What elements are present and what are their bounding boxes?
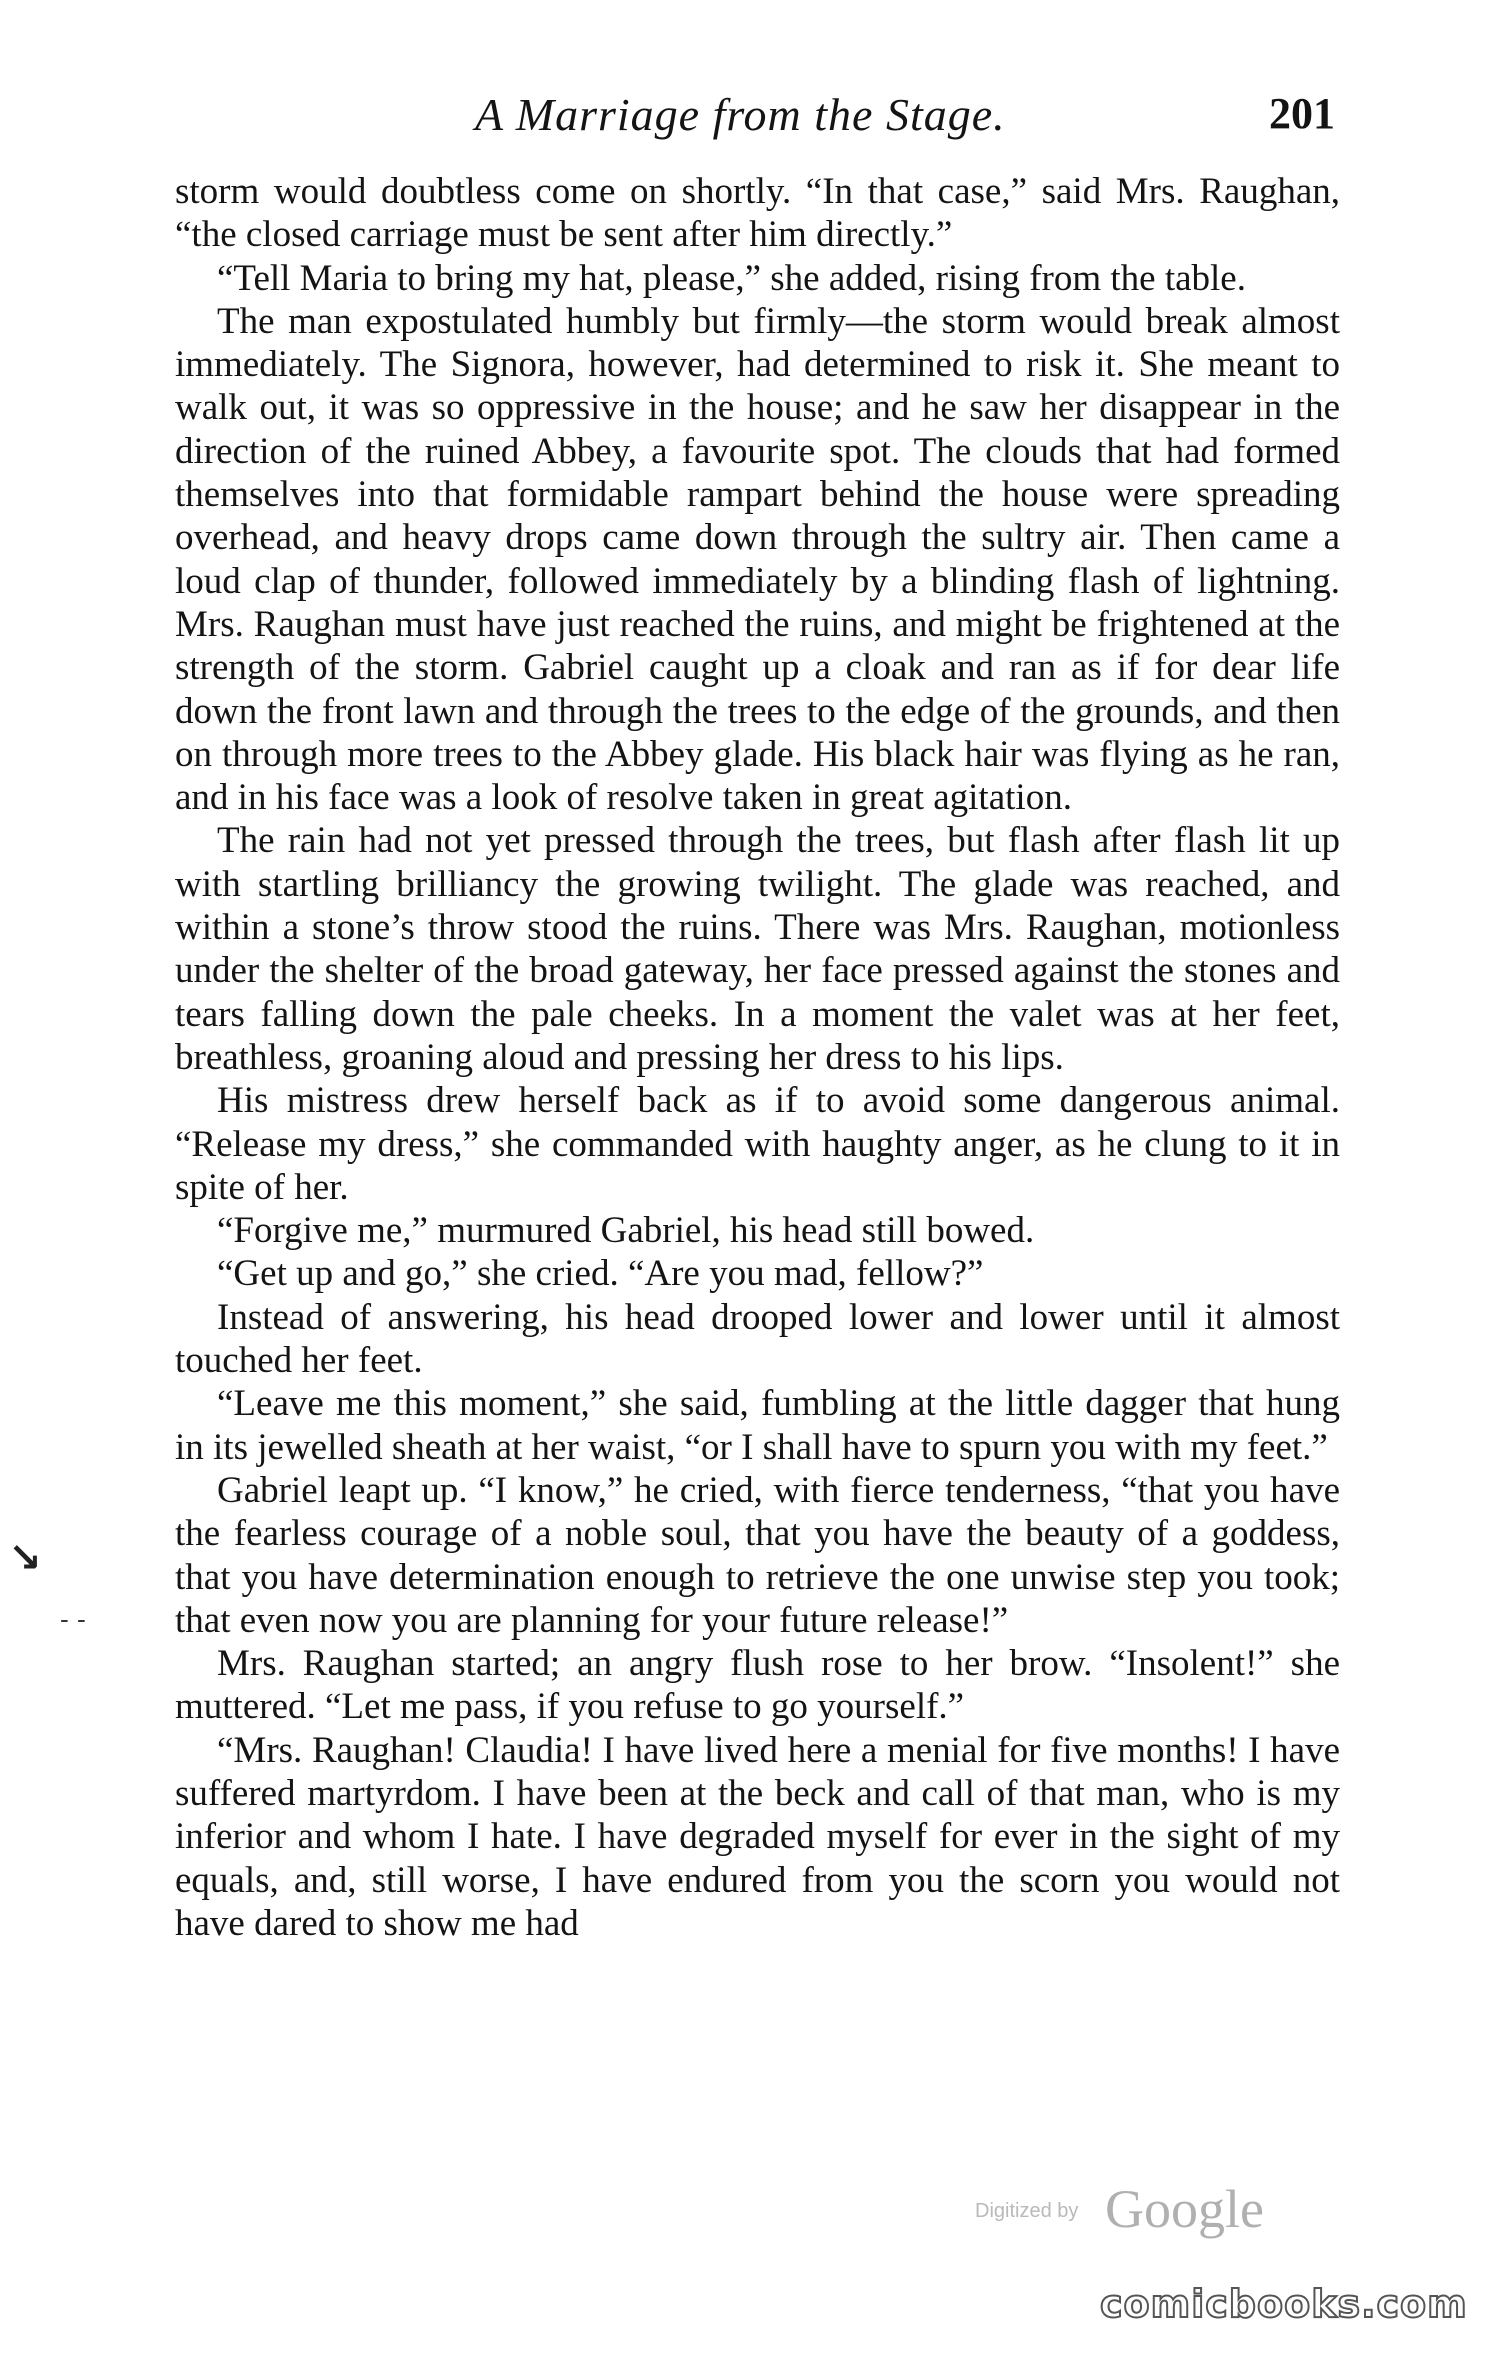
- running-header: [175, 88, 1335, 148]
- paragraph: Instead of answering, his head drooped lower and lower until it almost touched her feet.: [175, 1296, 1340, 1382]
- paragraph: “Get up and go,” she cried. “Are you mad, fellow?”: [217, 1253, 984, 1295]
- paragraph: The man expostulated humbly but firmly—the storm would break almost immediately. The Signora, however, had determined to risk it. She meant to walk out, it was so oppressive in the house; and he saw her disappear in the direction of the ruined Abbey, a favourite spot. The clouds that had formed themselves into that formidable rampart behind the house were spreading overhead, and heavy drops came down through the sultry air. Then came a loud clap of thunder, followed immediately by a blinding flash of lightning. Mrs. Raughan must have just reached the ruins, and might be frightened at the strength of the storm. Gabriel caught up a cloak and ran as if for dear life down the front lawn and through the trees to the edge of the grounds, and then on through more trees to the Abbey glade. His black hair was flying as he ran, and in his face was a look of resolve taken in great agitation.: [175, 300, 1340, 819]
- paragraph: storm would doubtless come on shortly. “In that case,” said Mrs. Raughan, “the closed carriage must be sent after him directly.”: [175, 171, 1340, 256]
- watermark: comicbooks.com: [1100, 2282, 1468, 2326]
- paragraph: “Tell Maria to bring my hat, please,” she added, rising from the table.: [217, 257, 1246, 299]
- paragraph: “Leave me this moment,” she said, fumbling at the little dagger that hung in its jewelled sheath at her waist, “or I shall have to spurn you with my feet.”: [175, 1383, 1340, 1468]
- body-text: [175, 170, 1340, 1945]
- paragraph: Gabriel leapt up. “I know,” he cried, with fierce tenderness, “that you have the fearless courage of a noble soul, that you have the beauty of a goddess, that you have determination enough to retrieve the one unwise step you took; that even now you are planning for your future release!”: [175, 1469, 1340, 1641]
- paragraph: His mistress drew herself back as if to avoid some dangerous animal. “Release my dress,” she commanded with haughty anger, as he clung to it in spite of her.: [175, 1080, 1340, 1208]
- digitized-by-label: Digitized by: [975, 2200, 1079, 2222]
- page-number: 201: [1269, 89, 1335, 138]
- paragraph: “Forgive me,” murmured Gabriel, his head still bowed.: [217, 1210, 1035, 1252]
- paragraph: Mrs. Raughan started; an angry flush rose to her brow. “Insolent!” she muttered. “Let me pass, if you refuse to go yourself.”: [175, 1643, 1340, 1728]
- running-title: A Marriage from the Stage.: [475, 89, 1006, 140]
- margin-dots: - -: [60, 1605, 86, 1635]
- paragraph: “Mrs. Raughan! Claudia! I have lived here a menial for five months! I have suffered martyrdom. I have been at the beck and call of that man, who is my inferior and whom I hate. I have degraded myself for ever in the sight of my equals, and, still worse, I have endured from you the scorn you would not have dared to show me had: [175, 1729, 1340, 1944]
- margin-pencil-mark: ↘: [8, 1535, 42, 1581]
- google-logo: Google: [1105, 2179, 1264, 2239]
- paragraph: The rain had not yet pressed through the trees, but flash after flash lit up with startling brilliancy the growing twilight. The glade was reached, and within a stone’s throw stood the ruins. There was Mrs. Raughan, motionless under the shelter of the broad gateway, her face pressed against the stones and tears falling down the pale cheeks. In a moment the valet was at her feet, breathless, groaning aloud and pressing her dress to his lips.: [175, 820, 1340, 1078]
